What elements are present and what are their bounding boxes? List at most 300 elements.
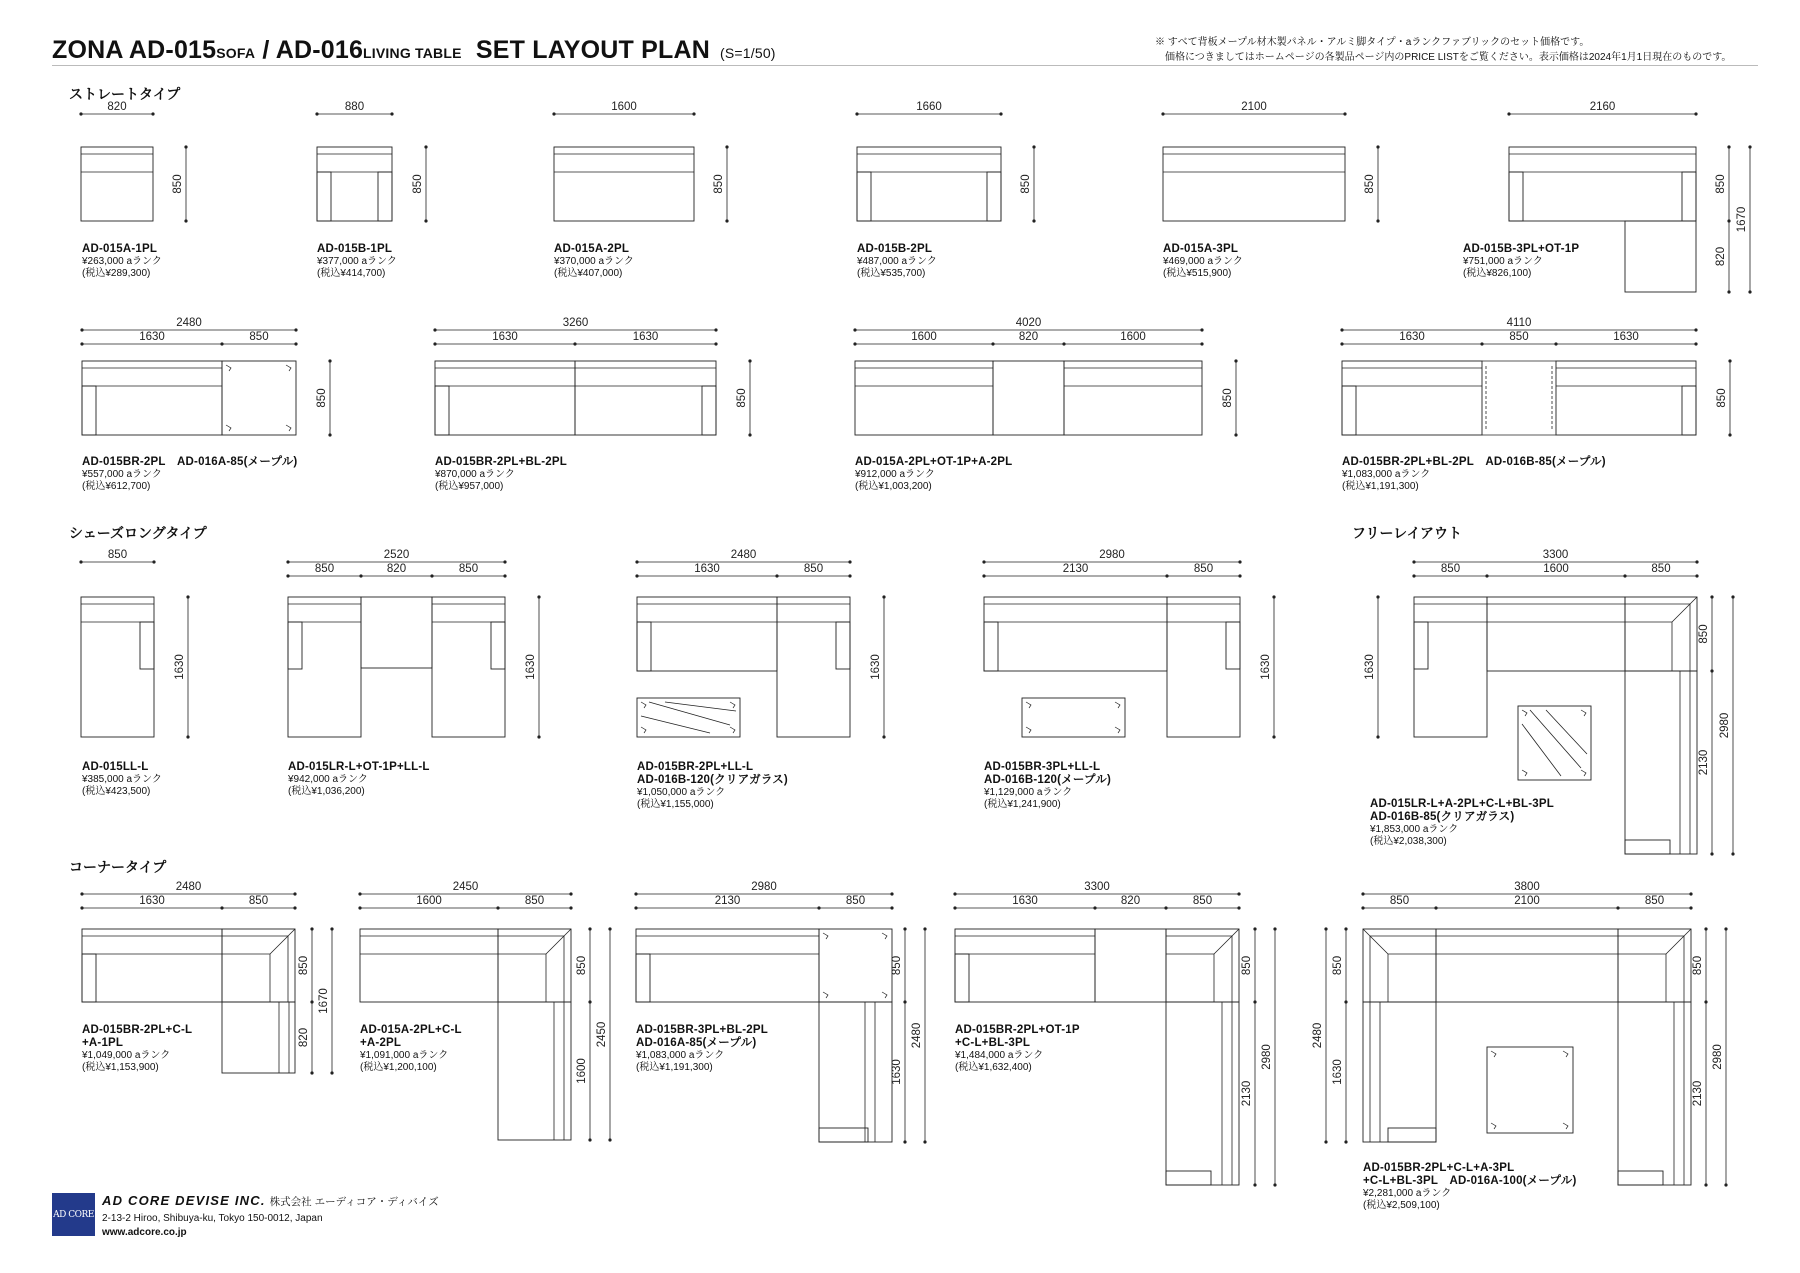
table-leg-mark (1115, 727, 1120, 733)
dimension-label: 2480 (1312, 1022, 1324, 1049)
ottoman (993, 361, 1064, 435)
armrest (1618, 1171, 1663, 1185)
dimension-tick (1376, 735, 1379, 738)
dimension-tick (848, 574, 851, 577)
armrest (1342, 386, 1356, 435)
dimension-tick (1324, 927, 1327, 930)
dimension-label: 1630 (1012, 895, 1038, 907)
item-label (857, 243, 937, 280)
dimension-tick (853, 328, 856, 331)
table-leg-mark (1026, 727, 1031, 733)
dimension-label: 1600 (416, 895, 442, 907)
table-leg-mark (1491, 1123, 1496, 1129)
dimension-tick (286, 574, 289, 577)
logo-text: AD CORE (53, 1209, 94, 1220)
ottoman (361, 597, 432, 668)
dimension-tick (552, 112, 555, 115)
table-leg-mark (730, 702, 735, 708)
dimension-tick (537, 595, 540, 598)
price-with-tax: (税込¥1,200,100) (360, 1062, 437, 1073)
dimension-tick (1093, 906, 1096, 909)
dimension-label: 820 (1715, 246, 1727, 267)
model-code: AD-015A-2PL+C-L (360, 1024, 462, 1036)
dimension-label: 850 (1651, 563, 1671, 575)
price-with-tax: (税込¥535,700) (857, 268, 926, 279)
model-code: +A-2PL (360, 1037, 402, 1049)
dimension-label: 850 (803, 563, 824, 575)
dimension-label: 1660 (916, 101, 942, 113)
dimension-tick (286, 560, 289, 563)
dimension-tick (725, 145, 728, 148)
price-with-tax: (税込¥515,900) (1163, 268, 1232, 279)
sofa-outline (636, 929, 819, 1002)
dimension-tick (430, 574, 433, 577)
dimension-tick (953, 906, 956, 909)
dimension-label: 1630 (1399, 331, 1425, 343)
dimension-tick (890, 906, 893, 909)
item-label (1363, 1162, 1577, 1212)
dimension-label: 820 (386, 563, 407, 575)
sofa-outline (1414, 597, 1487, 737)
dimension-tick (152, 560, 155, 563)
dimension-tick (1200, 342, 1203, 345)
price: ¥557,000 aランク (82, 469, 162, 480)
dimension-tick (358, 892, 361, 895)
dimension-label: 2130 (714, 895, 741, 907)
item-label (554, 243, 634, 280)
dimension-label: 850 (1222, 388, 1234, 408)
dimension-tick (1273, 1183, 1276, 1186)
dimension-tick (725, 219, 728, 222)
dimension-tick (923, 927, 926, 930)
sofa-outline (81, 597, 154, 737)
dimension-tick (1689, 906, 1692, 909)
price-with-tax: (税込¥1,153,900) (82, 1062, 159, 1073)
dimension-tick (1376, 595, 1379, 598)
model-code: AD-015B-1PL (317, 243, 393, 255)
dimension-tick (1485, 574, 1488, 577)
dimension-tick (882, 595, 885, 598)
dimension-label: 1600 (1543, 563, 1569, 575)
dimension-tick (1343, 112, 1346, 115)
dimension-label: 850 (1692, 955, 1704, 976)
model-code: +C-L+BL-3PL (955, 1037, 1031, 1049)
dimension-tick (1731, 852, 1734, 855)
model-code: AD-015BR-2PL+C-L+A-3PL (1363, 1162, 1515, 1174)
sofa-outline (777, 597, 850, 737)
dimension-tick (294, 328, 297, 331)
dimension-tick (496, 906, 499, 909)
ottoman (1625, 221, 1696, 292)
dimension-tick (1727, 145, 1730, 148)
table-leg-mark (882, 992, 887, 998)
dimension-tick (848, 560, 851, 563)
dimension-tick (999, 112, 1002, 115)
dimension-label: 1600 (1120, 331, 1146, 343)
model-code: AD-015A-3PL (1163, 243, 1239, 255)
armrest (1166, 1171, 1211, 1185)
dimension-tick (634, 906, 637, 909)
price: ¥942,000 aランク (288, 774, 368, 785)
dimension-tick (220, 342, 223, 345)
dimension-tick (537, 735, 540, 738)
dimension-tick (982, 574, 985, 577)
dimension-label: 2130 (1692, 1080, 1704, 1107)
dimension-tick (1412, 574, 1415, 577)
table-leg-mark (823, 992, 828, 998)
dimension-label: 1630 (870, 654, 882, 680)
dimension-tick (1623, 574, 1626, 577)
price: ¥912,000 aランク (855, 469, 935, 480)
section-free: フリーレイアウト (1352, 525, 1463, 541)
dimension-tick (1728, 359, 1731, 362)
table-leg-mark (730, 727, 735, 733)
dimension-label: 850 (248, 895, 269, 907)
dimension-tick (588, 1138, 591, 1141)
dimension-tick (1032, 219, 1035, 222)
dimension-tick (1710, 852, 1713, 855)
glass-reflection (1522, 724, 1561, 776)
dimension-tick (1731, 595, 1734, 598)
price-with-tax: (税込¥414,700) (317, 268, 386, 279)
dimension-tick (1272, 735, 1275, 738)
dimension-tick (1273, 927, 1276, 930)
dimension-label: 2130 (1241, 1080, 1253, 1107)
dimension-label: 850 (1364, 174, 1376, 194)
dimension-tick (1324, 1140, 1327, 1143)
sofa-outline (984, 597, 1167, 671)
dimension-tick (1200, 328, 1203, 331)
table-leg-mark (1563, 1123, 1568, 1129)
dimension-tick (1748, 290, 1751, 293)
dimension-tick (1710, 669, 1713, 672)
dimension-label: 1630 (1332, 1059, 1344, 1085)
armrest (435, 386, 449, 435)
armrest (82, 954, 96, 1002)
sofa-outline (637, 597, 777, 671)
price: ¥870,000 aランク (435, 469, 515, 480)
dimension-label: 850 (249, 331, 269, 343)
dimension-tick (79, 112, 82, 115)
dimension-tick (608, 927, 611, 930)
dimension-label: 3260 (562, 317, 589, 329)
table-leg-mark (1581, 770, 1586, 776)
model-code: AD-015BR-2PL+BL-2PL AD-016B-85(メープル) (1342, 456, 1606, 468)
armrest (1414, 622, 1428, 669)
price: ¥385,000 aランク (82, 774, 162, 785)
dimension-tick (1234, 359, 1237, 362)
note-line-1: ※ すべて背板メープル材木製パネル・アルミ脚タイプ・aランクファブリックのセット価格です。 (1155, 37, 1590, 48)
dimension-label: 850 (412, 174, 424, 194)
dimension-tick (1361, 892, 1364, 895)
corner-diagonal (1363, 929, 1388, 954)
glass-reflection (1546, 710, 1587, 754)
table-leg-mark (641, 702, 646, 708)
dimension-tick (569, 906, 572, 909)
sofa-outline (1163, 147, 1345, 221)
company-address: 2-13-2 Hiroo, Shibuya-ku, Tokyo 150-0012, Japan (102, 1213, 323, 1224)
table-leg-mark (226, 425, 231, 431)
dimension-label: 2450 (596, 1021, 608, 1048)
armrest (1388, 1128, 1436, 1142)
dimension-tick (1253, 1000, 1256, 1003)
section-corner: コーナータイプ (69, 859, 167, 875)
corner-diagonal (270, 929, 295, 954)
dimension-label: 1630 (891, 1059, 903, 1085)
sofa-outline (1618, 1002, 1691, 1185)
dimension-label: 850 (736, 388, 748, 408)
glass-reflection (641, 716, 710, 733)
dimension-label: 1600 (576, 1058, 588, 1084)
armrest (1509, 172, 1523, 221)
dimension-label: 3300 (1542, 549, 1569, 561)
dimension-tick (923, 1140, 926, 1143)
living-table (819, 929, 892, 1002)
dimension-tick (1727, 290, 1730, 293)
dimension-tick (1748, 145, 1751, 148)
item-label (955, 1024, 1080, 1074)
item-label (82, 456, 297, 493)
model-code: AD-016A-85(メープル) (636, 1037, 757, 1049)
sofa-outline (1487, 597, 1625, 671)
model-code: AD-015BR-2PL+LL-L (637, 761, 754, 773)
dimension-label: 850 (1192, 895, 1213, 907)
dimension-label: 850 (458, 563, 479, 575)
dimension-tick (1376, 219, 1379, 222)
dimension-label: 2100 (1241, 101, 1267, 113)
armrest (491, 622, 505, 669)
table-leg-mark (1115, 702, 1120, 708)
price: ¥1,050,000 aランク (637, 787, 726, 798)
dimension-tick (1695, 574, 1698, 577)
dimension-label: 4020 (1015, 317, 1042, 329)
dimension-tick (1434, 906, 1437, 909)
price: ¥1,484,000 aランク (955, 1050, 1044, 1061)
item-label (360, 1024, 462, 1074)
dimension-label: 820 (107, 101, 127, 113)
dimension-label: 2160 (1589, 101, 1616, 113)
dimension-tick (315, 112, 318, 115)
sofa-outline (288, 597, 361, 737)
title-model: ZONA AD-015 (52, 36, 217, 64)
dimension-label: 1670 (318, 988, 330, 1014)
dimension-tick (1340, 328, 1343, 331)
dimension-label: 850 (107, 549, 128, 561)
sofa-outline (360, 929, 498, 1002)
dimension-label: 850 (1193, 563, 1214, 575)
dimension-tick (1165, 574, 1168, 577)
model-code: AD-015LR-L+A-2PL+C-L+BL-3PL (1370, 798, 1554, 810)
model-code: +C-L+BL-3PL AD-016A-100(メープル) (1363, 1175, 1577, 1187)
item-label (1163, 243, 1243, 280)
dimension-tick (330, 927, 333, 930)
dimension-label: 850 (713, 174, 725, 194)
dimension-tick (775, 574, 778, 577)
dimension-tick (1727, 219, 1730, 222)
model-code: AD-015BR-3PL+BL-2PL (636, 1024, 768, 1036)
dimension-label: 2980 (1099, 549, 1125, 561)
dimension-tick (1694, 112, 1697, 115)
dimension-tick (953, 892, 956, 895)
dimension-tick (310, 927, 313, 930)
sofa-outline (1166, 1002, 1239, 1185)
price: ¥370,000 aランク (554, 256, 634, 267)
item-label (1463, 243, 1579, 280)
dimension-tick (1554, 342, 1557, 345)
dimension-tick (186, 595, 189, 598)
dimension-label: 820 (298, 1027, 310, 1048)
armrest (987, 172, 1001, 221)
dimension-tick (903, 1140, 906, 1143)
dimension-label: 2480 (730, 549, 757, 561)
dimension-tick (1032, 145, 1035, 148)
price-with-tax: (税込¥289,300) (82, 268, 151, 279)
dimension-label: 1630 (525, 654, 537, 680)
sofa-outline (1556, 361, 1696, 435)
dimension-label: 850 (1644, 895, 1665, 907)
table-leg-mark (882, 933, 887, 939)
company-logo (52, 1193, 95, 1236)
model-code: AD-015BR-2PL+OT-1P (955, 1024, 1080, 1036)
dimension-label: 2100 (1514, 895, 1540, 907)
dimension-tick (1238, 574, 1241, 577)
table-leg-mark (641, 727, 646, 733)
dimension-tick (310, 1000, 313, 1003)
living-table (1022, 698, 1125, 737)
table-leg-mark (1026, 702, 1031, 708)
dimension-tick (330, 1071, 333, 1074)
dimension-tick (1062, 342, 1065, 345)
item-label (435, 456, 567, 493)
table-leg-mark (823, 933, 828, 939)
armrest (82, 386, 96, 435)
dimension-tick (853, 342, 856, 345)
title-model-table: / AD-016 (255, 36, 364, 64)
title-sofa: SOFA (216, 45, 256, 61)
sofa-outline (81, 147, 153, 221)
table-leg-mark (1563, 1051, 1568, 1057)
dimension-label: 4110 (1506, 317, 1532, 329)
dimension-tick (503, 574, 506, 577)
dimension-tick (1728, 433, 1731, 436)
dimension-label: 850 (1020, 174, 1032, 194)
dimension-tick (80, 892, 83, 895)
living-table (1518, 706, 1591, 780)
dimension-tick (184, 219, 187, 222)
dimension-label: 2980 (1719, 712, 1731, 739)
living-table (637, 698, 740, 737)
price-with-tax: (税込¥407,000) (554, 268, 623, 279)
ottoman (1095, 929, 1166, 1002)
table-leg-mark (286, 425, 291, 431)
item-label (1342, 456, 1606, 493)
price-with-tax: (税込¥1,191,300) (1342, 481, 1419, 492)
item-label (82, 243, 162, 280)
item-label (82, 761, 162, 798)
dimension-tick (1724, 1183, 1727, 1186)
dimension-tick (882, 735, 885, 738)
dimension-tick (358, 906, 361, 909)
dimension-tick (1253, 1183, 1256, 1186)
armless-unit (222, 1002, 295, 1073)
armrest (637, 622, 651, 671)
dimension-tick (1694, 342, 1697, 345)
company-website[interactable]: www.adcore.co.jp (102, 1227, 187, 1238)
dimension-tick (1344, 1140, 1347, 1143)
dimension-tick (1361, 906, 1364, 909)
armrest (636, 954, 650, 1002)
sofa-outline (1363, 1002, 1436, 1142)
dimension-tick (424, 219, 427, 222)
dimension-tick (80, 906, 83, 909)
sofa-outline (1625, 671, 1697, 854)
model-code: AD-015BR-2PL+C-L (82, 1024, 193, 1036)
sofa-outline (554, 147, 694, 221)
armrest (378, 172, 392, 221)
dimension-tick (1704, 1183, 1707, 1186)
dimension-tick (1164, 906, 1167, 909)
item-label (288, 761, 430, 798)
model-code: AD-016B-120(メープル) (984, 774, 1111, 786)
dimension-tick (817, 906, 820, 909)
dimension-label: 1630 (632, 331, 659, 343)
armrest (288, 622, 302, 669)
dimension-label: 850 (891, 955, 903, 976)
dimension-label: 1630 (694, 563, 720, 575)
price: ¥1,091,000 aランク (360, 1050, 449, 1061)
company-name (102, 1193, 439, 1209)
living-table (222, 361, 296, 435)
sofa-outline (82, 929, 222, 1002)
dimension-tick (903, 927, 906, 930)
dimension-tick (433, 328, 436, 331)
price-with-tax: (税込¥957,000) (435, 481, 504, 492)
price-with-tax: (税込¥1,632,400) (955, 1062, 1032, 1073)
armrest (857, 172, 871, 221)
price-with-tax: (税込¥423,500) (82, 786, 151, 797)
dimension-tick (1724, 927, 1727, 930)
sofa-outline (82, 361, 222, 435)
dimension-tick (424, 145, 427, 148)
sofa-outline (1167, 597, 1240, 737)
dimension-tick (1234, 433, 1237, 436)
dimension-tick (293, 892, 296, 895)
sofa-outline (855, 361, 993, 435)
model-code: AD-015BR-2PL+BL-2PL (435, 456, 567, 468)
dimension-label: 850 (298, 955, 310, 976)
dimension-tick (1272, 595, 1275, 598)
dimension-label: 850 (576, 955, 588, 976)
dimension-tick (184, 145, 187, 148)
dimension-tick (186, 735, 189, 738)
dimension-label: 850 (1509, 331, 1529, 343)
dimension-label: 3300 (1084, 881, 1110, 893)
dimension-label: 1630 (139, 895, 165, 907)
price: ¥377,000 aランク (317, 256, 397, 267)
dimension-tick (1704, 927, 1707, 930)
company-name-en: AD CORE DEVISE INC. (102, 1193, 266, 1208)
model-code: AD-015A-1PL (82, 243, 158, 255)
dimension-label: 2480 (175, 881, 202, 893)
dimension-tick (1689, 892, 1692, 895)
dimension-label: 850 (1715, 174, 1727, 194)
sofa-outline (435, 361, 575, 435)
price: ¥751,000 aランク (1463, 256, 1543, 267)
price-with-tax: (税込¥826,100) (1463, 268, 1532, 279)
title-plan: SET LAYOUT PLAN (461, 36, 710, 64)
note-line-2: 価格につきましてはホームページの各製品ページ内のPRICE LISTをご覧ください。表示価格は2024年1月1日現在のものです。 (1165, 52, 1732, 63)
model-code: AD-015BR-3PL+LL-L (984, 761, 1101, 773)
